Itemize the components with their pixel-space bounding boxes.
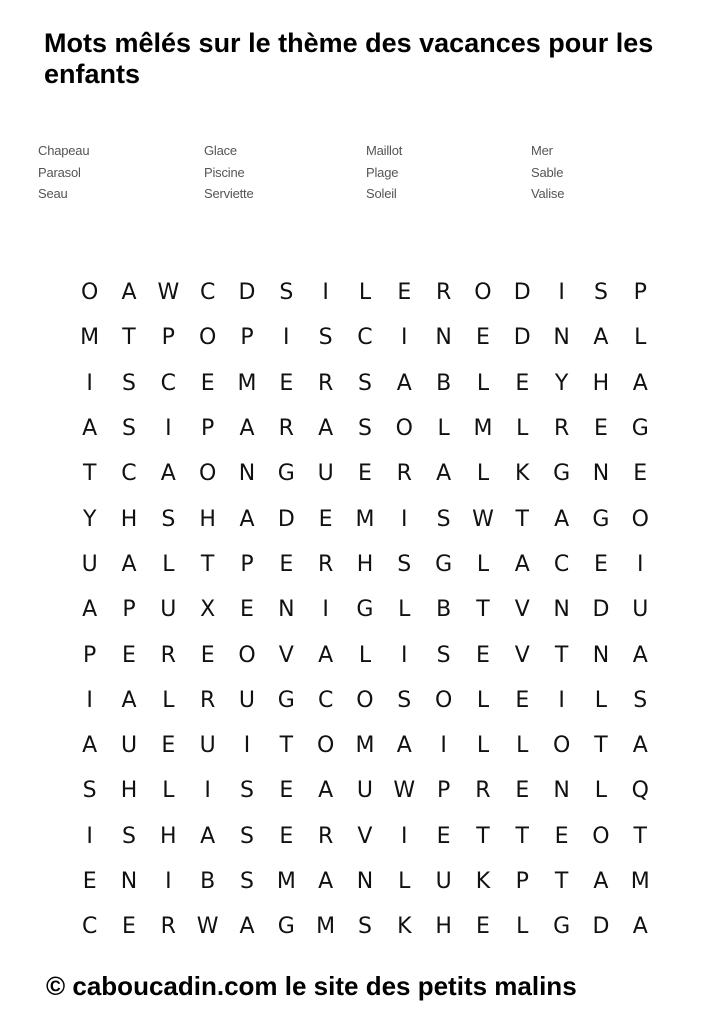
grid-letter: S xyxy=(122,370,136,396)
grid-letter: D xyxy=(513,280,531,306)
grid-letter: D xyxy=(592,914,610,940)
grid-letter: W xyxy=(157,280,180,306)
grid-letter: H xyxy=(120,778,138,804)
word-list-item: Parasol xyxy=(38,164,81,180)
grid-letter: E xyxy=(593,416,608,442)
grid-letter: S xyxy=(122,416,136,442)
grid-letter: R xyxy=(317,823,334,849)
grid-row xyxy=(70,315,660,360)
grid-letter: G xyxy=(277,914,295,940)
grid-letter: P xyxy=(83,642,97,668)
grid-letter: S xyxy=(633,687,648,713)
grid-letter: L xyxy=(437,416,450,442)
grid-letter: O xyxy=(198,325,217,351)
grid-letter: G xyxy=(356,597,374,623)
grid-letter: A xyxy=(82,597,98,623)
grid-letter: I xyxy=(401,642,408,668)
grid-letter: U xyxy=(356,778,374,804)
grid-letter: H xyxy=(120,506,138,532)
grid-letter: L xyxy=(398,597,411,623)
grid-letter: R xyxy=(160,642,176,668)
grid-letter: K xyxy=(397,914,412,940)
grid-letter: S xyxy=(161,506,176,532)
grid-letter: S xyxy=(357,914,372,940)
footer-credit: © caboucadin.com le site des petits malins xyxy=(46,971,577,1001)
grid-letter: A xyxy=(239,416,255,442)
grid-letter: P xyxy=(240,551,254,577)
grid-letter: A xyxy=(554,506,570,532)
grid-letter: E xyxy=(397,280,412,306)
grid-letter: H xyxy=(356,551,374,577)
grid-letter: T xyxy=(554,869,569,894)
grid-letter: R xyxy=(200,687,216,713)
grid-letter: C xyxy=(160,370,176,396)
grid-letter: I xyxy=(558,280,565,306)
grid-letter: G xyxy=(553,461,571,487)
grid-letter: A xyxy=(593,869,609,894)
grid-row xyxy=(70,632,660,677)
grid-letter: D xyxy=(238,280,256,306)
grid-letter: R xyxy=(317,370,334,396)
grid-letter: P xyxy=(201,416,215,442)
grid-letter: L xyxy=(516,416,529,442)
grid-letter: N xyxy=(553,597,570,623)
grid-letter: T xyxy=(279,733,294,759)
word-list-item: Glace xyxy=(204,143,237,158)
grid-letter: S xyxy=(239,823,254,849)
grid-letter: S xyxy=(239,778,254,804)
grid-letter: N xyxy=(356,869,374,894)
grid-letter: P xyxy=(161,325,175,351)
grid-letter: U xyxy=(632,597,649,623)
grid-letter: G xyxy=(435,551,453,577)
grid-letter: C xyxy=(81,914,98,940)
grid-letter: L xyxy=(476,370,490,396)
grid-letter: R xyxy=(160,914,176,940)
grid-letter: T xyxy=(476,823,490,849)
grid-letter: O xyxy=(631,506,649,532)
grid-letter: O xyxy=(356,687,374,713)
grid-letter: S xyxy=(318,325,333,351)
grid-letter: V xyxy=(357,823,373,849)
grid-letter: N xyxy=(238,461,256,487)
grid-letter: B xyxy=(436,597,452,623)
grid-letter: I xyxy=(322,280,329,306)
grid-letter: V xyxy=(514,642,530,668)
grid-letter: A xyxy=(632,642,648,668)
grid-letter: M xyxy=(237,370,257,396)
grid-letter: R xyxy=(396,461,412,487)
word-list-item: Mer xyxy=(531,143,553,158)
grid-letter: R xyxy=(553,416,570,442)
grid-letter: L xyxy=(594,687,608,713)
grid-letter: E xyxy=(122,642,136,668)
grid-letter: M xyxy=(473,416,493,442)
grid-letter: K xyxy=(475,869,491,894)
grid-letter: T xyxy=(82,461,97,487)
grid-letter: A xyxy=(632,733,648,759)
grid-letter: G xyxy=(277,687,295,713)
grid-letter: B xyxy=(436,370,452,396)
grid-letter: N xyxy=(592,642,610,668)
grid-letter: R xyxy=(435,280,452,306)
grid-row xyxy=(70,270,660,315)
grid-letter: I xyxy=(401,325,408,351)
grid-letter: A xyxy=(632,370,648,396)
word-list-item: Maillot xyxy=(366,143,403,158)
grid-letter: T xyxy=(594,733,608,759)
grid-letter: E xyxy=(593,551,608,577)
grid-letter: U xyxy=(435,869,452,894)
grid-letter: I xyxy=(86,687,93,713)
grid-letter: E xyxy=(515,778,530,804)
word-list-item: Valise xyxy=(531,186,565,201)
grid-letter: E xyxy=(200,642,215,668)
grid-letter: E xyxy=(475,325,490,351)
grid-letter: G xyxy=(631,416,649,442)
grid-letter: U xyxy=(317,461,334,487)
grid-letter: R xyxy=(317,551,334,577)
grid-letter: T xyxy=(122,325,136,351)
grid-letter: M xyxy=(276,869,296,894)
word-list-item: Plage xyxy=(366,164,399,180)
grid-letter: U xyxy=(199,733,216,759)
grid-letter: T xyxy=(476,597,490,623)
grid-letter: L xyxy=(162,687,175,713)
grid-letter: X xyxy=(200,597,216,623)
grid-letter: E xyxy=(318,506,333,532)
grid-letter: L xyxy=(594,778,608,804)
grid-letter: C xyxy=(553,551,570,577)
grid-row xyxy=(70,406,660,451)
grid-letter: U xyxy=(81,551,98,577)
grid-letter: M xyxy=(630,869,650,894)
grid-letter: A xyxy=(593,325,609,351)
grid-letter: N xyxy=(120,869,138,894)
grid-letter: O xyxy=(434,687,453,713)
grid-row xyxy=(70,451,660,496)
grid-letter: K xyxy=(515,461,530,487)
grid-letter: E xyxy=(515,687,530,713)
grid-letter: N xyxy=(278,597,295,623)
grid-letter: N xyxy=(553,325,570,351)
grid-letter: A xyxy=(160,461,176,487)
grid-letter: R xyxy=(278,416,294,442)
grid-letter: E xyxy=(279,823,294,849)
grid-letter: O xyxy=(238,642,256,668)
grid-letter: S xyxy=(239,869,254,894)
grid-letter: A xyxy=(121,551,137,577)
grid-letter: L xyxy=(476,687,490,713)
grid-row xyxy=(70,859,660,904)
grid-letter: O xyxy=(474,280,492,306)
grid-letter: I xyxy=(204,778,211,804)
grid-letter: A xyxy=(318,416,334,442)
grid-letter: D xyxy=(513,325,531,351)
word-list-item: Chapeau xyxy=(38,143,90,158)
grid-letter: C xyxy=(357,325,373,351)
grid-letter: E xyxy=(82,869,97,894)
grid-letter: I xyxy=(637,551,644,577)
grid-letter: S xyxy=(397,551,412,577)
grid-letter: H xyxy=(160,823,177,849)
grid-letter: N xyxy=(435,325,452,351)
grid-letter: I xyxy=(558,687,565,713)
grid-letter: L xyxy=(476,461,490,487)
grid-letter: S xyxy=(436,642,451,668)
grid-letter: L xyxy=(476,551,490,577)
grid-row xyxy=(70,768,660,813)
grid-letter: C xyxy=(121,461,137,487)
grid-letter: O xyxy=(552,733,571,759)
grid-letter: B xyxy=(200,869,216,894)
grid-letter: M xyxy=(355,506,375,532)
grid-letter: G xyxy=(553,914,571,940)
grid-letter: L xyxy=(516,733,529,759)
grid-letter: U xyxy=(160,597,177,623)
grid-letter: M xyxy=(80,325,100,351)
grid-letter: S xyxy=(82,778,97,804)
grid-letter: Q xyxy=(631,778,649,804)
grid-letter: A xyxy=(82,416,98,442)
grid-letter: T xyxy=(515,506,529,532)
grid-letter: M xyxy=(316,914,336,940)
grid-row xyxy=(70,496,660,541)
grid-letter: E xyxy=(122,914,136,940)
grid-letter: N xyxy=(592,461,610,487)
grid-letter: A xyxy=(318,869,334,894)
grid-letter: E xyxy=(436,823,451,849)
grid-letter: A xyxy=(396,370,412,396)
grid-letter: O xyxy=(592,823,610,849)
grid-letter: L xyxy=(162,778,175,804)
grid-letter: A xyxy=(239,506,255,532)
grid-row xyxy=(70,904,660,949)
grid-letter: L xyxy=(162,551,175,577)
grid-letter: O xyxy=(198,461,217,487)
grid-letter: S xyxy=(436,506,451,532)
word-list-item: Serviette xyxy=(204,186,254,201)
word-list-item: Sable xyxy=(531,164,564,180)
grid-letter: I xyxy=(86,823,93,849)
grid-letter: A xyxy=(436,461,452,487)
grid-letter: A xyxy=(318,642,334,668)
grid-letter: E xyxy=(279,551,294,577)
grid-letter: Y xyxy=(554,370,569,396)
grid-letter: G xyxy=(592,506,610,532)
word-list-item: Soleil xyxy=(366,186,397,201)
grid-letter: S xyxy=(122,823,136,849)
grid-letter: M xyxy=(355,733,375,759)
grid-letter: A xyxy=(318,778,334,804)
grid-letter: D xyxy=(592,597,610,623)
grid-letter: E xyxy=(279,370,294,396)
grid-letter: O xyxy=(316,733,335,759)
grid-letter: E xyxy=(279,778,294,804)
grid-letter: I xyxy=(283,325,290,351)
grid-row xyxy=(70,587,660,632)
grid-letter: W xyxy=(196,914,219,940)
word-list-item: Piscine xyxy=(204,164,245,180)
grid-letter: R xyxy=(475,778,491,804)
grid-letter: S xyxy=(593,280,608,306)
grid-letter: O xyxy=(395,416,413,442)
grid-letter: L xyxy=(516,914,529,940)
grid-letter: T xyxy=(554,642,569,668)
grid-row xyxy=(70,814,660,859)
grid-letter: P xyxy=(122,597,136,623)
grid-letter: S xyxy=(279,280,294,306)
grid-letter: E xyxy=(358,461,372,487)
grid-letter: L xyxy=(398,869,411,894)
grid-letter: T xyxy=(633,823,647,849)
grid-letter: C xyxy=(317,687,334,713)
grid-letter: D xyxy=(277,506,295,532)
grid-letter: E xyxy=(475,642,490,668)
grid-row xyxy=(70,542,660,587)
grid-letter: I xyxy=(86,370,93,396)
grid-letter: C xyxy=(199,280,216,306)
grid-letter: W xyxy=(472,506,494,532)
grid-row xyxy=(70,723,660,768)
grid-letter: S xyxy=(357,370,372,396)
grid-letter: L xyxy=(476,733,490,759)
grid-letter: I xyxy=(401,506,408,532)
grid-letter: H xyxy=(199,506,216,532)
grid-letter: I xyxy=(165,869,172,894)
grid-letter: O xyxy=(81,280,99,306)
grid-letter: H xyxy=(592,370,610,396)
word-list-item: Seau xyxy=(38,186,68,201)
grid-letter: S xyxy=(397,687,412,713)
grid-letter: P xyxy=(515,869,529,894)
grid-letter: G xyxy=(277,461,295,487)
grid-letter: A xyxy=(200,823,216,849)
grid-letter: A xyxy=(396,733,412,759)
grid-letter: L xyxy=(634,325,647,351)
grid-letter: H xyxy=(435,914,452,940)
grid-letter: S xyxy=(357,416,372,442)
grid-letter: I xyxy=(165,416,172,442)
grid-letter: P xyxy=(633,280,647,306)
grid-letter: I xyxy=(243,733,251,759)
grid-letter: P xyxy=(240,325,254,351)
word-list xyxy=(38,140,678,205)
grid-letter: E xyxy=(515,370,530,396)
grid-letter: U xyxy=(238,687,256,713)
grid-letter: A xyxy=(239,914,255,940)
page-title: Mots mêlés sur le thème des vacances pour les enfants xyxy=(44,28,654,89)
grid-letter: Y xyxy=(82,506,97,532)
grid-letter: U xyxy=(120,733,138,759)
grid-letter: A xyxy=(82,733,98,759)
grid-letter: A xyxy=(121,280,137,306)
grid-letter: V xyxy=(514,597,530,623)
grid-letter: V xyxy=(278,642,294,668)
grid-letter: T xyxy=(200,551,215,577)
grid-letter: A xyxy=(121,687,137,713)
grid-letter: I xyxy=(322,597,329,623)
grid-letter: T xyxy=(515,823,529,849)
grid-letter: A xyxy=(632,914,648,940)
grid-letter: W xyxy=(393,778,416,804)
grid-letter: E xyxy=(633,461,648,487)
grid-row xyxy=(70,678,660,723)
grid-letter: E xyxy=(200,370,215,396)
grid-row xyxy=(70,361,660,406)
grid-letter: E xyxy=(475,914,490,940)
grid-letter: I xyxy=(401,823,408,849)
grid-letter: E xyxy=(554,823,569,849)
grid-letter: E xyxy=(161,733,176,759)
grid-letter: I xyxy=(440,733,447,759)
letter-grid xyxy=(70,270,660,950)
grid-letter: L xyxy=(358,280,372,306)
grid-letter: P xyxy=(436,778,451,804)
grid-letter: L xyxy=(358,642,372,668)
grid-letter: N xyxy=(553,778,570,804)
grid-letter: A xyxy=(514,551,530,577)
grid-letter: E xyxy=(240,597,254,623)
